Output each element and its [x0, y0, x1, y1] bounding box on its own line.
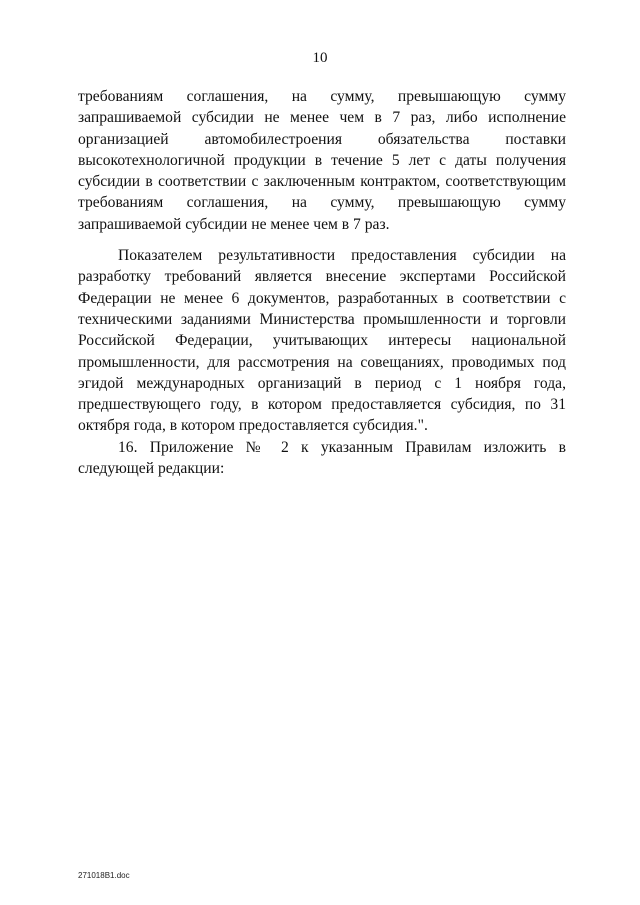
- paragraph-item-16: 16. Приложение № 2 к указанным Правилам изложить в следующей редакции:: [78, 438, 566, 478]
- paragraph-indicator: Показателем результативности предоставления субсидии на разработку требований является внесение экспертами Российской Федерации не менее 6 документов, разработанных в соответствии с техническими заданиями Министерства промышленности и торговли Российской Федерации, учитывающих интересы национальной промышленности, для рассмотрения на совещаниях, проводимых под эгидой международных организаций в период с 1 ноября года, предшествующего году, в котором предоставляется субсидия, по 31 октября года, в котором предоставляется субсидия.".: [78, 247, 566, 435]
- document-body: [78, 86, 566, 479]
- paragraph-continuation: требованиям соглашения, на сумму, превышающую сумму запрашиваемой субсидии не менее чем в 7 раз, либо исполнение организацией автомобилестроения обязательства поставки высокотехнологичной продукции в течение 5 лет с даты получения субсидии в соответствии с заключенным контрактом, соответствующим требованиям соглашения, на сумму, превышающую сумму запрашиваемой субсидии не менее чем в 7 раз.: [78, 88, 566, 233]
- paragraph-gap: [78, 235, 566, 245]
- page-number: 10: [312, 50, 328, 66]
- footer-filename: 271018В1.doc: [78, 871, 130, 880]
